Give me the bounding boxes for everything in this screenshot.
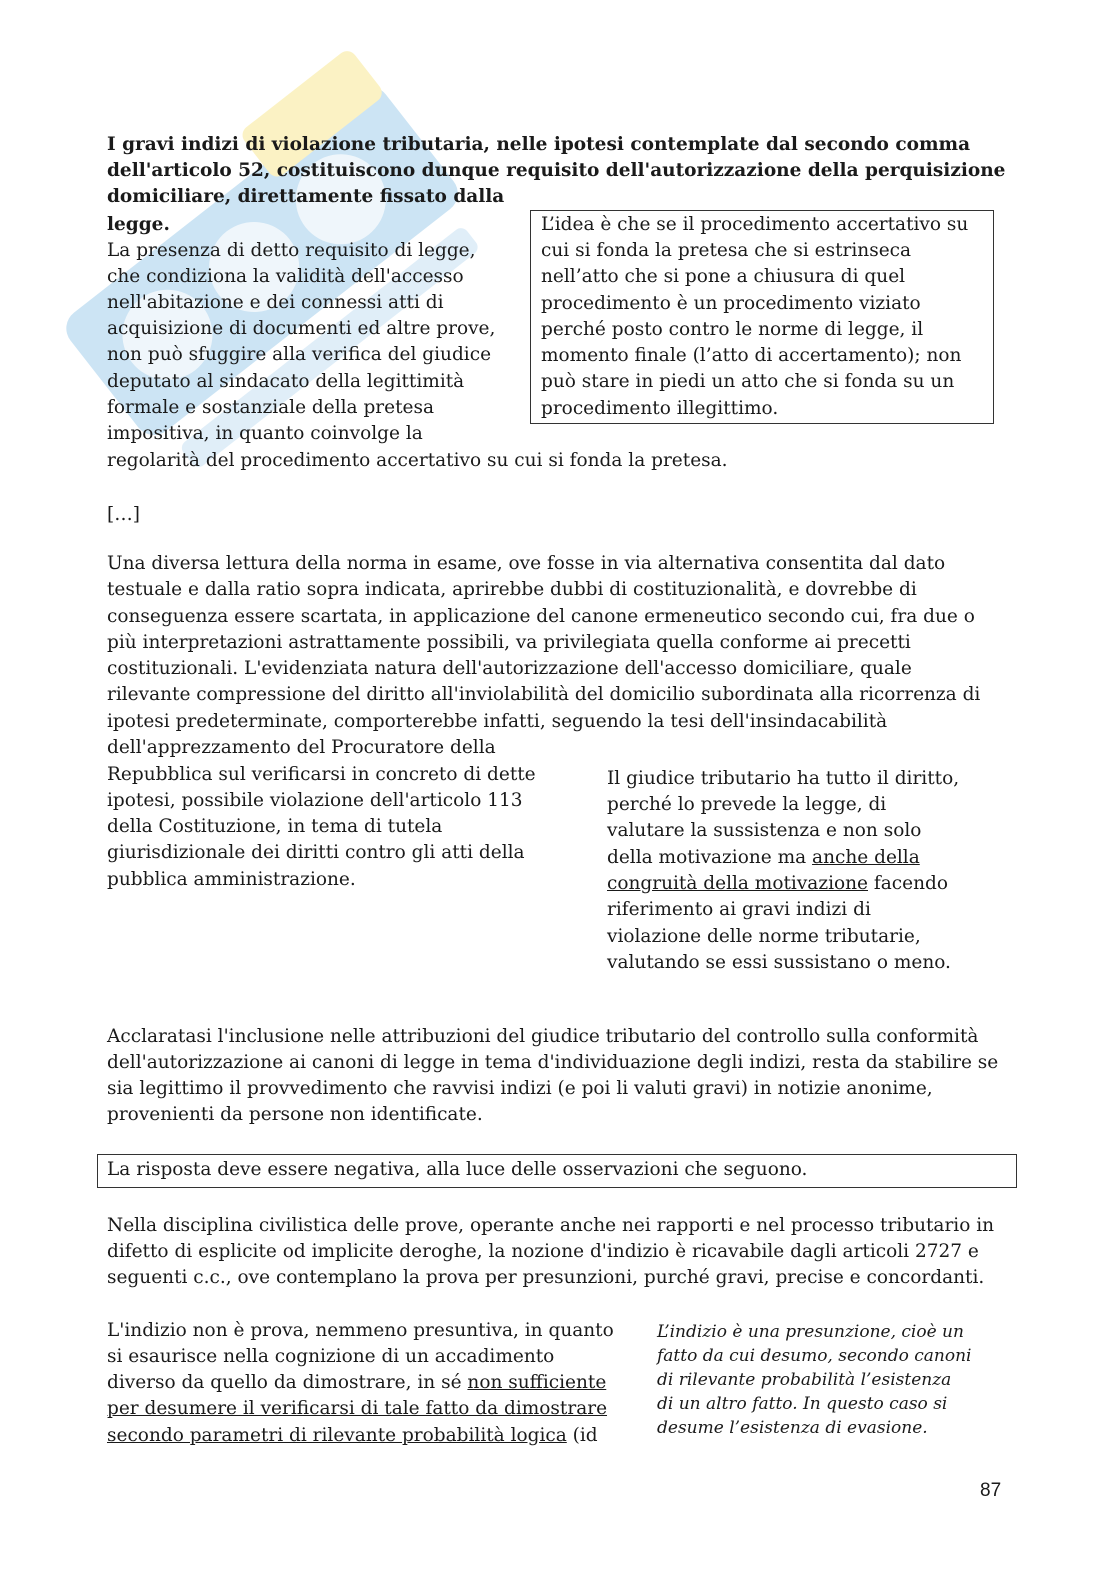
note-line: valutando se essi sussistano o meno.	[607, 952, 951, 973]
text-line: della Costituzione, in tema di tutela	[107, 816, 443, 837]
note-line: perché posto contro le norme di legge, il	[541, 319, 924, 340]
note-line: procedimento è un procedimento viziato	[541, 293, 921, 314]
text-line: deputato al sindacato della legittimità	[107, 371, 465, 392]
heading-line: dell'articolo 52, costituiscono dunque requisito dell'autorizzazione della perquisizione	[107, 160, 1006, 181]
text-line: dell'autorizzazione ai canoni di legge in tema d'individuazione degli indizi, resta da stabilire se	[107, 1052, 999, 1073]
text-line: acquisizione di documenti ed altre prove,	[107, 318, 496, 339]
note-line: L’idea è che se il procedimento accertativo su	[541, 214, 969, 235]
text-line: che condiziona la validità dell'accesso	[107, 266, 464, 287]
text-line	[107, 1396, 607, 1422]
note-underlined-text: anche della	[812, 847, 920, 868]
ellipsis: […]	[107, 504, 140, 525]
note-line	[607, 845, 920, 871]
note-line: momento finale (l’atto di accertamento); non	[541, 345, 962, 366]
text-line: La presenza di detto requisito di legge,	[107, 240, 476, 261]
text-line: Acclaratasi l'inclusione nelle attribuzioni del giudice tributario del controllo sulla conformità	[107, 1026, 979, 1047]
text-line: ipotesi predeterminate, comporterebbe infatti, seguendo la tesi dell'insindacabilità	[107, 711, 888, 732]
underlined-text: per desumere il verificarsi di tale fatto da dimostrare	[107, 1398, 608, 1419]
text-line: provenienti da persone non identificate.	[107, 1104, 483, 1125]
text-line: regolarità del procedimento accertativo su cui si fonda la pretesa.	[107, 450, 728, 471]
text-line: L'indizio non è prova, nemmeno presuntiva, in quanto	[107, 1320, 614, 1341]
note-line: riferimento ai gravi indizi di	[607, 899, 871, 920]
note-line	[607, 871, 948, 897]
note-line: perché lo prevede la legge, di	[607, 794, 887, 815]
note-line: cui si fonda la pretesa che si estrinseca	[541, 240, 912, 261]
note-text: della motivazione ma	[607, 847, 813, 868]
note-line: può stare in piedi un atto che si fonda su un	[541, 371, 955, 392]
note-line: di rilevante probabilità l’esistenza	[657, 1370, 952, 1390]
text-line: nell'abitazione e dei connessi atti di	[107, 292, 444, 313]
note-line: L’indizio è una presunzione, cioè un	[657, 1322, 964, 1342]
text-line: ipotesi, possibile violazione dell'articolo 113	[107, 790, 523, 811]
note-text: facendo	[868, 873, 948, 894]
text-line: giurisdizionale dei diritti contro gli atti della	[107, 842, 525, 863]
text-line: dell'apprezzamento del Procuratore della	[107, 737, 496, 758]
text-line: Una diversa lettura della norma in esame, ove fosse in via alternativa consentita dal dato	[107, 553, 946, 574]
text-line: pubblica amministrazione.	[107, 869, 356, 890]
note-line: fatto da cui desumo, secondo canoni	[657, 1346, 972, 1366]
heading-line: domiciliare, direttamente fissato dalla	[107, 186, 505, 207]
text-line: formale e sostanziale della pretesa	[107, 397, 434, 418]
text-line: non può sfuggire alla verifica del giudice	[107, 344, 492, 365]
text-line: più interpretazioni astrattamente possibili, va privilegiata quella conforme ai precetti	[107, 632, 911, 653]
text-line: rilevante compressione del diritto all'inviolabilità del domicilio subordinata alla ricorrenza di	[107, 684, 981, 705]
underlined-text: non sufficiente	[467, 1372, 607, 1393]
note-line: desume l’esistenza di evasione.	[657, 1418, 928, 1438]
answer-text: La risposta deve essere negativa, alla luce delle osservazioni che seguono.	[107, 1159, 808, 1180]
text-line: impositiva, in quanto coinvolge la	[107, 423, 423, 444]
text-line: Nella disciplina civilistica delle prove, operante anche nei rapporti e nel processo tributario in	[107, 1215, 995, 1236]
text-line: conseguenza essere scartata, in applicazione del canone ermeneutico secondo cui, fra due o	[107, 606, 975, 627]
note-line: di un altro fatto. In questo caso si	[657, 1394, 948, 1414]
text-line: sia legittimo il provvedimento che ravvisi indizi (e poi li valuti gravi) in notizie anonime,	[107, 1078, 933, 1099]
note-line: Il giudice tributario ha tutto il diritto,	[607, 768, 960, 789]
text-line: costituzionali. L'evidenziata natura dell'autorizzazione dell'accesso domiciliare, quale	[107, 658, 912, 679]
text-line	[107, 1423, 598, 1449]
text-line: testuale e dalla ratio sopra indicata, aprirebbe dubbi di costituzionalità, e dovrebbe di	[107, 579, 917, 600]
text-line: Repubblica sul verificarsi in concreto di dette	[107, 764, 536, 785]
text-line: seguenti c.c., ove contemplano la prova per presunzioni, purché gravi, precise e concordanti.	[107, 1267, 985, 1288]
note-line: valutare la sussistenza e non solo	[607, 820, 922, 841]
text: diverso da quello da dimostrare, in sé	[107, 1372, 468, 1393]
note-line: procedimento illegittimo.	[541, 398, 779, 419]
text-line	[107, 1370, 606, 1396]
heading-line: I gravi indizi di violazione tributaria, nelle ipotesi contemplate dal secondo comma	[107, 134, 971, 155]
text: (id	[566, 1425, 598, 1446]
text-line: si esaurisce nella cognizione di un accadimento	[107, 1346, 555, 1367]
note-line: nell’atto che si pone a chiusura di quel	[541, 266, 906, 287]
underlined-text: secondo parametri di rilevante probabilità logica	[107, 1425, 567, 1446]
heading-line: legge.	[107, 214, 170, 235]
text-line: difetto di esplicite od implicite deroghe, la nozione d'indizio è ricavabile dagli articoli 2727 e	[107, 1241, 979, 1262]
note-underlined-text: congruità della motivazione	[607, 873, 868, 894]
page-number: 87	[980, 1480, 1002, 1501]
note-line: violazione delle norme tributarie,	[607, 926, 921, 947]
